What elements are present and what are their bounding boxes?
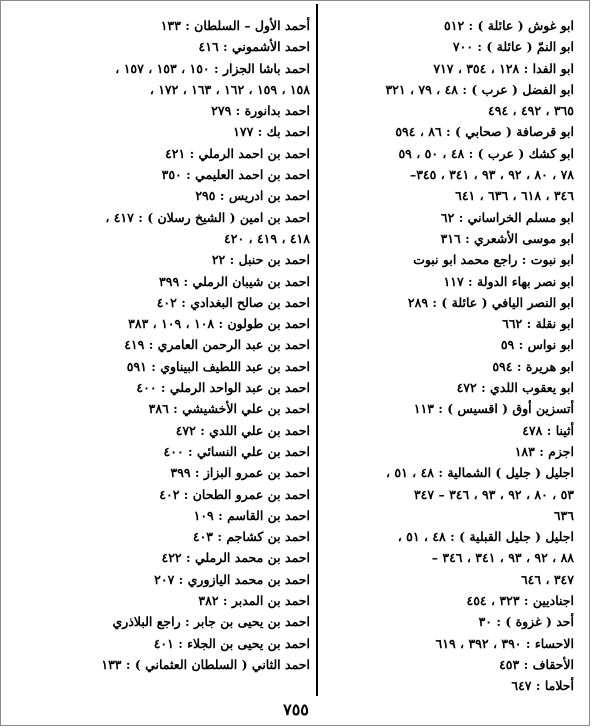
index-entry: احمد بن عبد الرحمن العامري : ٤١٩: [124, 337, 310, 353]
index-entry: الأحقاف : ٤٥٣: [499, 656, 574, 672]
index-entry: ابو نبوت : راجع محمد ابو نبوت: [413, 252, 574, 268]
index-entry: احمد بن محمد اليازوري : ٢٠٧: [154, 571, 310, 587]
index-entry: ابو غوش ( عائلة ) : ٥١٢: [444, 18, 574, 33]
index-entry: ٣٤٦ ، ٦١٨ ، ٦٣٦ ، ٦٤١: [455, 188, 574, 204]
index-entry: ٦٣٦: [553, 507, 574, 523]
index-entry: ابو الفدا : ١٢٨ ، ٣٥٤ ، ٧١٧: [433, 60, 574, 76]
index-entry: اجليل ( جليل القبلية ) : ٤٨ ، ٥١ ،: [397, 529, 574, 545]
index-entry: ٨٨ ، ٩٢ ، ٩٣ ، ٣٤١ ، ٣٤٦ –: [431, 550, 574, 566]
index-entry: احمد بن القاسم : ١٠٩: [193, 507, 310, 523]
page-number: ٧٥٥: [283, 700, 309, 719]
index-entry: ابو هريرة : ٥٩٤: [492, 358, 574, 374]
index-entry: اجناديين : ٣٢٣ ، ٤٥٤: [466, 593, 574, 609]
index-entry: احمد بن احمد العليمي : ٣٥٠: [161, 167, 310, 183]
index-entry: احمد باشا الجزار : ١٥٠ ، ١٥٣ ، ١٥٧ ،: [115, 60, 310, 76]
index-entry: ابو نواس : ٥٩: [500, 337, 574, 353]
index-entry: ابو نقلة : ٦٦٢: [502, 316, 574, 332]
index-entry: احمد بن عبد اللطيف البيناوي : ٥٩١: [126, 358, 310, 374]
index-entry: أحمد الأول – السلطان : ١٣٣: [160, 18, 310, 33]
index-column-left: [28, 15, 310, 675]
index-entry: احمد بك : ١٧٧: [233, 124, 310, 140]
index-entry: ابو كشك ( عرب ) : ٤٨ ، ٥٠ ، ٥٩: [398, 145, 574, 161]
index-entry: احمد بن كشاجم : ٤٠٣: [192, 529, 310, 545]
index-entry: أحد ( غزوة ) : ٣٠: [478, 614, 574, 630]
index-entry: احمد بن امين ( الشيخ رسلان ) : ٤١٧ ،: [105, 209, 310, 225]
index-entry: ابو النمّ ( عائلة ) : ٧٠٠: [452, 39, 574, 55]
index-entry: أتسزين أوق ( اقسيس ) : ١١٣: [413, 401, 574, 417]
index-entry: احمد بن طولون : ١٠٨ ، ١٠٩ ، ٣٨٣: [128, 316, 310, 332]
index-entry: احمد بن يحيى بن جابر : راجع البلاذري: [112, 614, 310, 630]
index-entry: احمد بدانورة : ٢٧٩: [211, 103, 310, 119]
index-entry: احمد بن يحيى بن الجلاء : ٤٠١: [153, 635, 310, 651]
index-entry: ١٥٨ ، ١٥٩ ، ١٦٢ ، ١٦٣ ، ١٧٢ ،: [149, 81, 310, 97]
index-entry: اجليل ( جليل ) الشمالية : ٤٨ ، ٥١ ،: [386, 465, 574, 481]
index-entry: ٤١٨ ، ٤١٩ ، ٤٢٠: [224, 230, 310, 246]
index-entry: ٧٨ ، ٨٠ ، ٩٢ ، ٩٣ ، ٣٤١ ، ٣٤٥–: [409, 167, 574, 183]
index-entry: الاحساء : ٣٩٠ ، ٣٩٢ ، ٦١٩: [435, 635, 574, 651]
index-entry: ابو الفضل ( عرب ) : ٤٨ ، ٧٩ ، ٣٢١: [385, 81, 574, 97]
index-entry: احمد بن ادريس : ٢٩٥: [195, 188, 310, 204]
index-entry: احمد بن حنبل : ٢٢: [211, 252, 310, 268]
index-entry: احمد بن علي الأخشيشي : ٣٨٦: [148, 401, 310, 417]
index-entry: ٥٣ ، ٨٠ ، ٩٢ ، ٩٣ ، ٣٤٦ – ٣٤٧: [413, 486, 574, 502]
index-entry: احمد بن احمد الرملي : ٤٢١: [165, 145, 310, 161]
index-entry: احمد بن شيبان الرملي : ٣٩٩: [159, 273, 310, 289]
index-entry: احمد بن محمد الرملي : ٤٢٢: [161, 550, 310, 566]
index-entry: ابو موسى الأشعري : ٣١٦: [440, 230, 574, 246]
index-column-right: [292, 15, 574, 697]
index-entry: احمد بن علي اللدي : ٤٧٢: [175, 422, 310, 438]
index-entry: ابو النصر اليافي ( عائلة ) : ٢٨٩: [407, 294, 574, 310]
index-entry: ابو يعقوب اللدي : ٤٧٢: [456, 380, 574, 396]
index-entry: احمد بن علي النسائي : ٤٠٠: [163, 443, 310, 459]
index-entry: احمد بن عمرو الطحان : ٤٠٢: [159, 486, 310, 502]
index-entry: اجزم : ١٨٣: [514, 443, 574, 459]
index-entry: ابو نصر بهاء الدولة : ١١٧: [443, 273, 574, 289]
index-entry: ٣٦٥ ، ٤٩٢ ، ٤٩٤: [488, 103, 574, 119]
index-entry: احمد بن عمرو البزاز : ٣٩٩: [170, 465, 310, 481]
index-entry: احمد بن صالح البغدادي : ٤٠٢: [156, 294, 310, 310]
index-entry: أثينا : ٤٧٨: [522, 422, 574, 438]
index-entry: احمد بن المدبر : ٣٨٢: [198, 593, 310, 609]
index-entry: احمد الثاني ( السلطان العثماني ) : ١٣٣: [101, 656, 310, 672]
index-entry: احمد بن عبد الواحد الرملي : ٤٠٠: [136, 380, 310, 396]
index-entry: أحلاما : ٦٤٧: [511, 678, 574, 694]
index-entry: ابو مسلم الخراساني : ٦٢: [440, 209, 574, 225]
index-entry: ابو قرصافة ( صحابي ) : ٨٦ ، ٥٩٤: [395, 124, 574, 140]
index-entry: ٣٤٧ ، ٦٤٦: [520, 571, 574, 587]
index-entry: احمد الأشموني : ٤١٦: [198, 39, 310, 55]
